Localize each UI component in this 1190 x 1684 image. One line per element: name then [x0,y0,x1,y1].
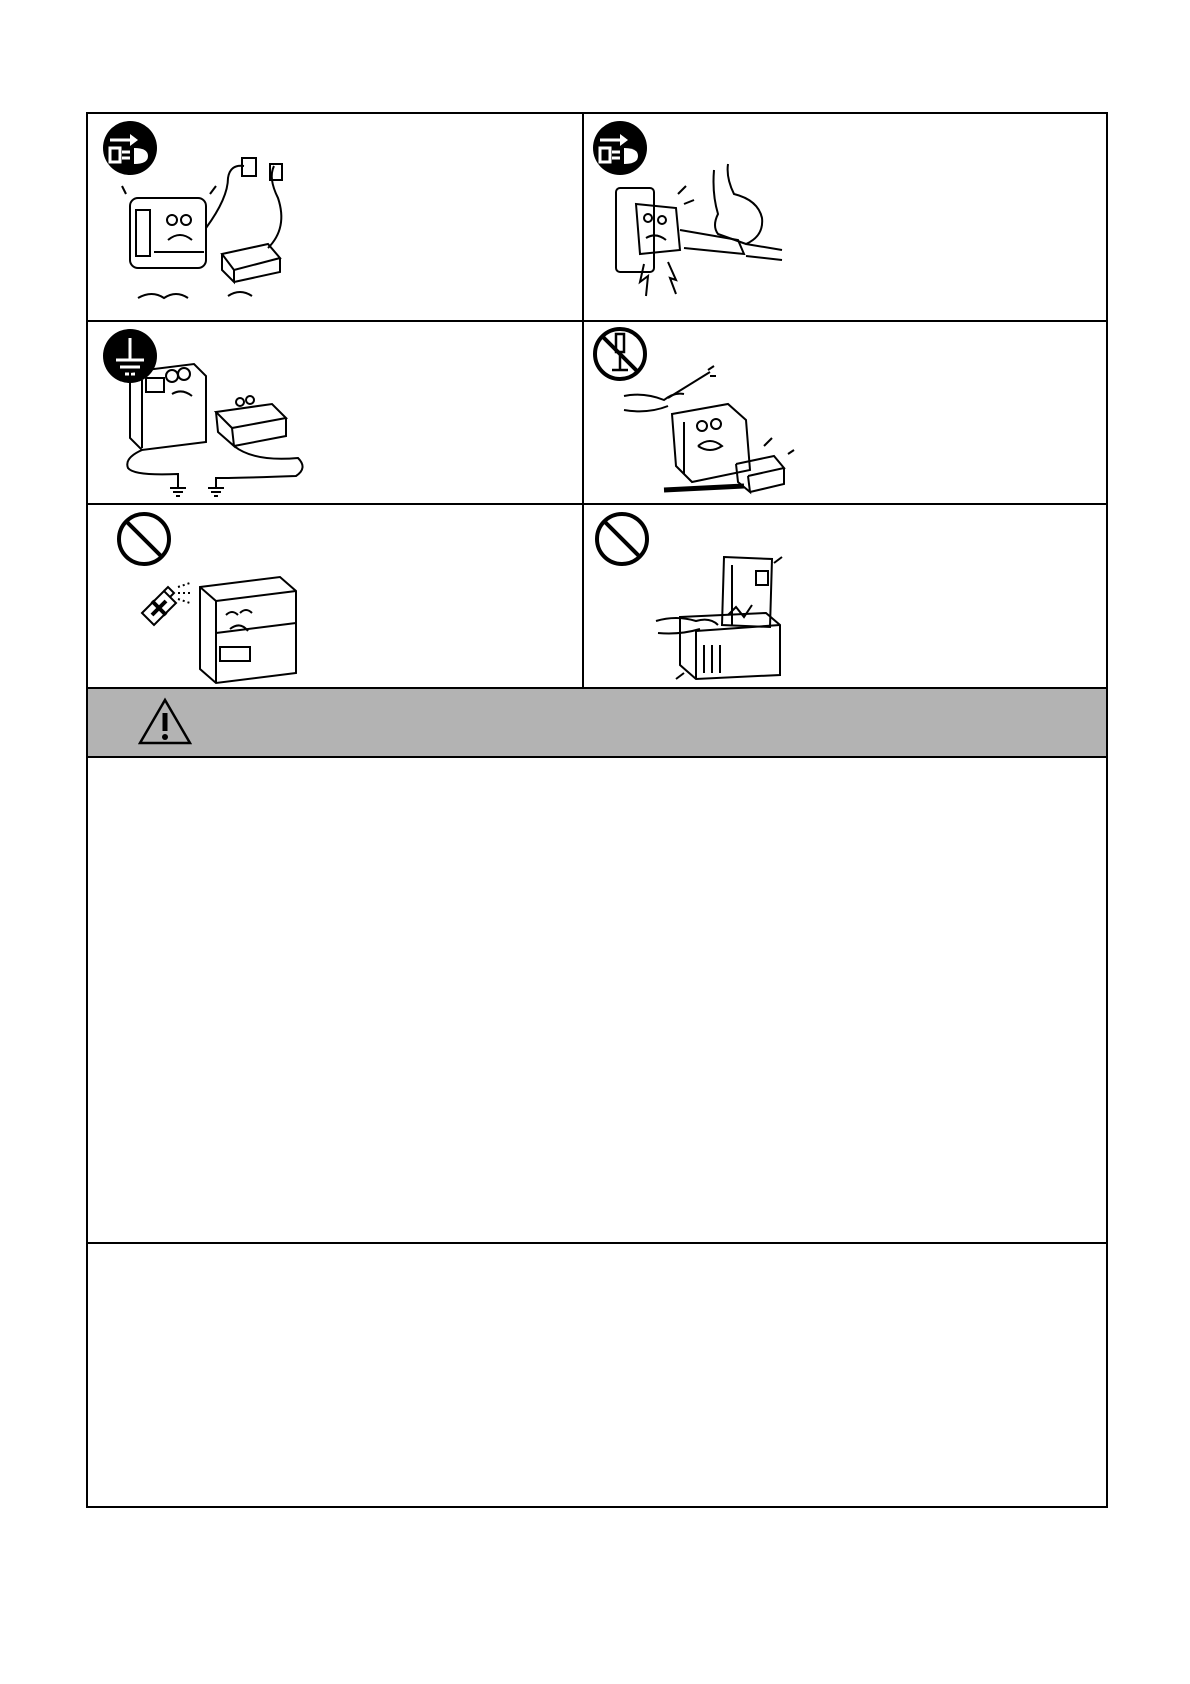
warning-cell-no-spray [88,505,582,687]
warning-triangle-icon [138,697,192,745]
prohibited-icon [116,511,172,567]
caution-content-block [88,758,1106,1242]
open-printer-hand-illustration [656,555,788,685]
grounded-printer-illustration [122,358,308,498]
pull-plug-by-hand-illustration [614,164,784,312]
caution-header-band [88,689,1106,756]
notice-content-block [88,1244,1106,1506]
warning-cell-no-touch-inside [584,505,1106,687]
warning-cell-unplug-water [88,114,582,320]
warning-cell-no-disassemble [584,322,1106,503]
wet-printer-unplug-illustration [118,158,308,308]
spray-can-printer-illustration [140,573,300,685]
warning-cell-ground [88,322,582,503]
prohibited-icon [594,511,650,567]
warning-cell-unplug-cord [584,114,1106,320]
screwdriver-printer-illustration [624,370,794,498]
